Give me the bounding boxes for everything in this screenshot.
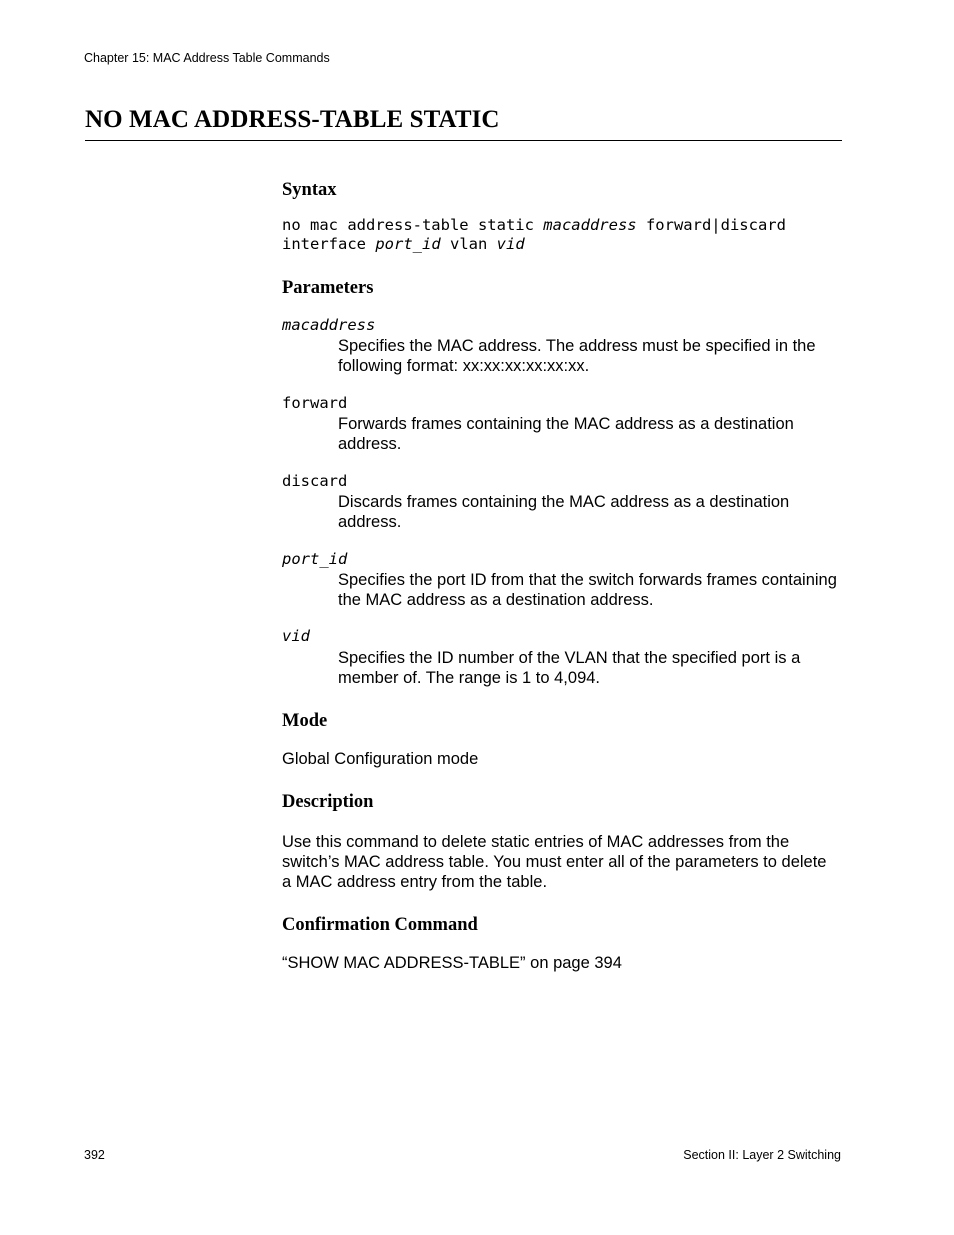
syntax-arg-macaddress: macaddress — [543, 216, 637, 234]
syntax-line-1 — [282, 216, 786, 234]
section-footer: Section II: Layer 2 Switching — [683, 1148, 841, 1162]
mode-heading: Mode — [282, 711, 328, 731]
parameters-heading: Parameters — [282, 278, 374, 298]
param-desc-macaddress: Specifies the MAC address. The address must be specified in the following format: xx:xx:xx:xx:xx:xx. — [338, 337, 816, 375]
syntax-vlan: vlan — [440, 235, 497, 253]
param-name-discard: discard — [282, 472, 348, 490]
running-header: Chapter 15: MAC Address Table Commands — [84, 51, 330, 65]
page-number: 392 — [84, 1148, 105, 1162]
confirmation-heading: Confirmation Command — [282, 915, 478, 935]
page-title: NO MAC ADDRESS-TABLE STATIC — [85, 106, 500, 133]
syntax-command: no mac address-table static — [282, 216, 544, 234]
param-desc-vid: Specifies the ID number of the VLAN that the specified port is a member of. The range is 1 to 4,094. — [338, 649, 801, 687]
description-heading: Description — [282, 792, 374, 812]
title-rule — [85, 140, 842, 141]
param-name-macaddress: macaddress — [282, 316, 376, 334]
param-desc-discard: Discards frames containing the MAC address as a destination address. — [338, 493, 790, 531]
param-name-port-id: port_id — [282, 550, 348, 568]
confirmation-link[interactable]: “SHOW MAC ADDRESS-TABLE” on page 394 — [282, 954, 622, 972]
syntax-arg-port-id: port_id — [375, 235, 441, 253]
param-desc-forward: Forwards frames containing the MAC address as a destination address. — [338, 415, 794, 453]
param-name-vid: vid — [282, 627, 310, 645]
syntax-arg-vid: vid — [496, 235, 525, 253]
param-name-forward: forward — [282, 394, 348, 412]
param-desc-port-id: Specifies the port ID from that the switch forwards frames containing the MAC address as a destination address. — [338, 571, 837, 609]
mode-text: Global Configuration mode — [282, 750, 479, 768]
description-text: Use this command to delete static entries of MAC addresses from the switch’s MAC address table. You must enter all of the parameters to delete a MAC address entry from the table. — [282, 833, 827, 891]
syntax-line-2 — [282, 235, 525, 253]
syntax-options: forward|discard — [636, 216, 786, 234]
syntax-heading: Syntax — [282, 180, 337, 200]
syntax-interface: interface — [282, 235, 376, 253]
